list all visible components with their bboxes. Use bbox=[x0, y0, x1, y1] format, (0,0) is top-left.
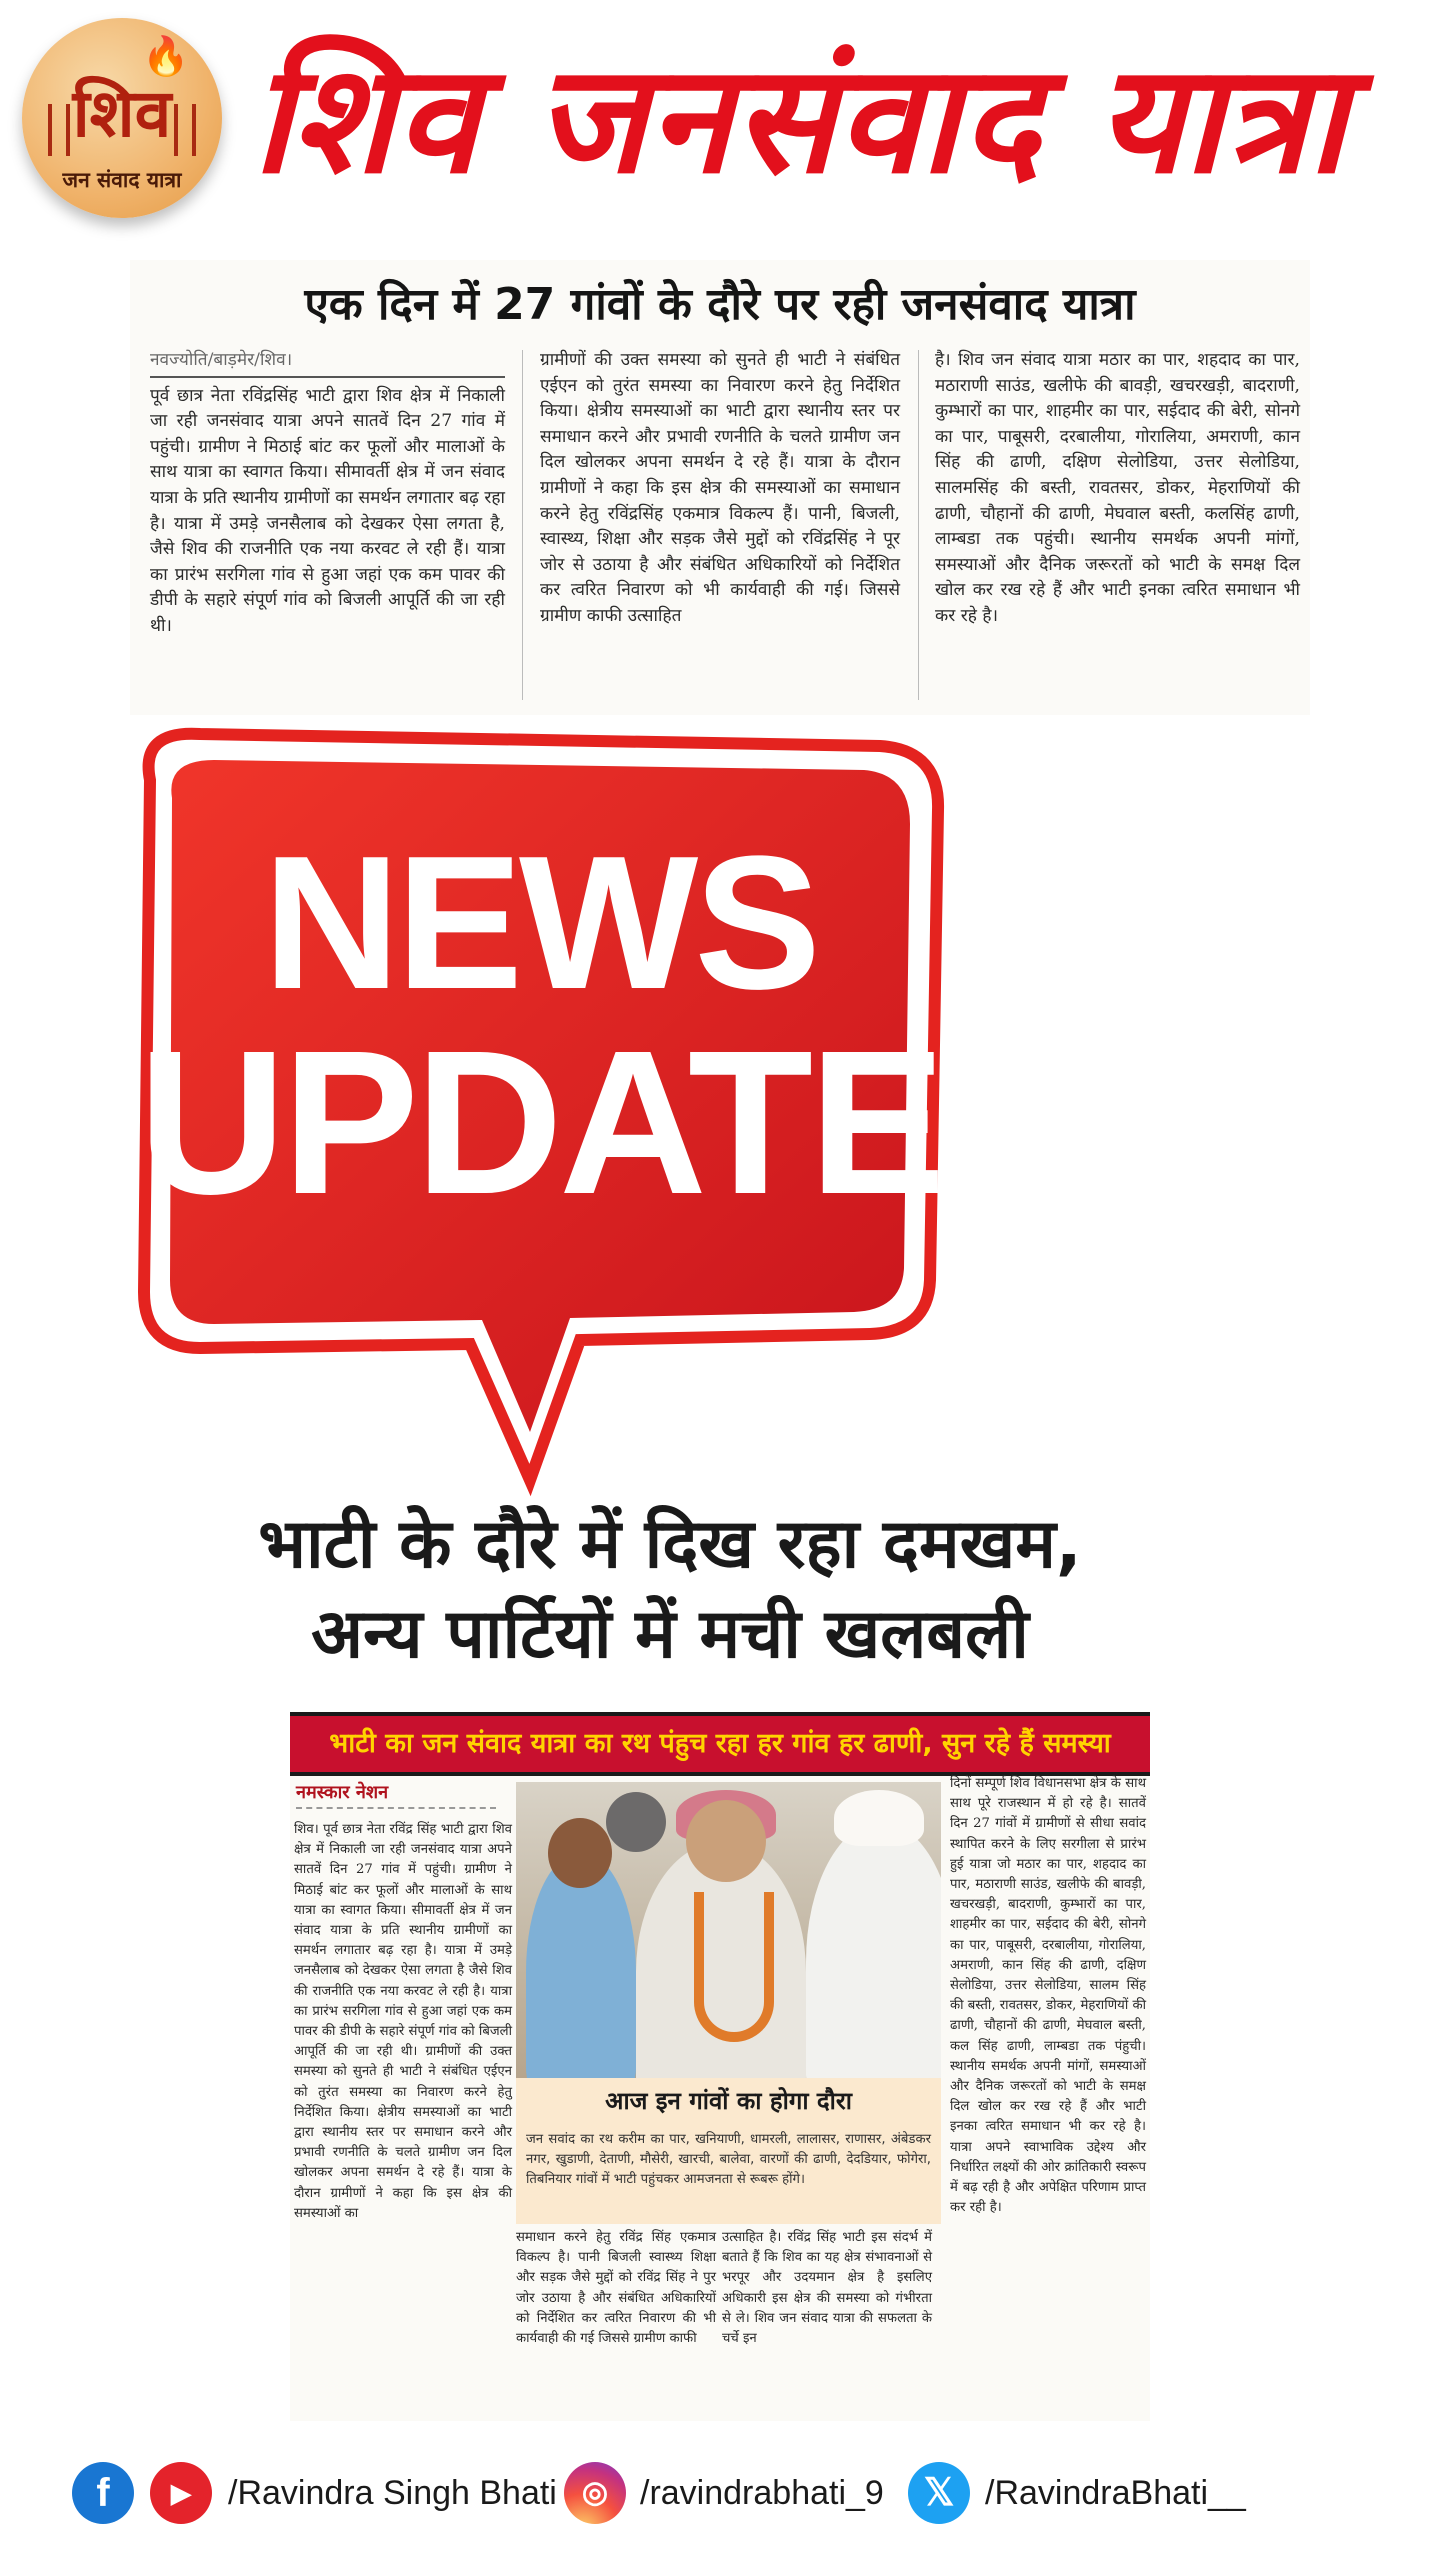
clipping-column: उत्साहित है। रविंद्र सिंह भाटी इस संदर्भ में बताते हैं कि शिव का यह क्षेत्र संभावनाओं से भरपूर और उदयमान क्षेत्र है इसलिए अधिकारी इस क्षेत्र की समस्या को गंभीरता से ले। शिव जन संवाद यात्रा की सफलता के चर्चे इन bbox=[722, 2230, 932, 2347]
shiv-logo bbox=[22, 18, 222, 218]
schedule-text: जन सवांद का रथ करीम का पार, खनियाणी, धामरली, लालासर, राणासर, अंबेडकर नगर, खुडाणी, देताणी, मौसेरी, खारची, बालेवा, वारणों की ढाणी, देदडियार, फोगेरा, तिबनियार गांवों में भाटी पहुंचकर आमजनता से रूबरू होंगे। bbox=[526, 2132, 931, 2187]
news-update-bubble bbox=[110, 720, 970, 1500]
instagram-handle[interactable]: /ravindrabhati_9 bbox=[640, 2474, 884, 2512]
rally-photo bbox=[516, 1782, 941, 2078]
clipping-column: शिव। पूर्व छात्र नेता रविंद्र सिंह भाटी द्वारा शिव क्षेत्र में निकाली जा रही जनसंवाद यात्रा अपने सातवें दिन 27 गांव में पहुंची। ग्रामीण ने मिठाई बांट कर फूलों और मालाओं के साथ यात्रा का स्वागत किया। सीमावर्ती क्षेत्र में जन संवाद यात्रा के प्रति स्थानीय ग्रामीणों का समर्थन लगातार बढ़ रहा है। यात्रा में उमड़े जनसैलाब को देखकर ऐसा लगता है जैसे शिव की राजनीति एक नया करवट ले रही है। यात्रा का प्रारंभ सरगिला गांव से हुआ जहां एक कम पावर की डीपी के सहारे संपूर्ण गांव को बिजली आपूर्ति की जा रही थी। ग्रामीणों की उक्त समस्या को सुनते ही भाटी ने संबंधित एईएन को तुरंत समस्या का निवारण करने हेतु निर्देशित किया। क्षेत्रीय समस्याओं का भाटी द्वारा स्थानीय स्तर पर समाधान करने और प्रभावी रणनीति के चलते ग्रामीण जन दिल खोलकर अपना समर्थन दे रहे हैं। यात्रा के दौरान ग्रामीणों ने कहा कि इस क्षेत्र की समस्याओं का bbox=[294, 1822, 512, 2221]
update-label: UPDATE bbox=[138, 1008, 942, 1237]
source-label: नमस्कार नेशन bbox=[296, 1780, 496, 1809]
page-title: शिव जनसंवाद यात्रा bbox=[252, 31, 1349, 207]
x-handle[interactable]: /RavindraBhati__ bbox=[985, 2474, 1246, 2512]
clipping2-banner bbox=[290, 1712, 1150, 1778]
clipping-column: है। शिव जन संवाद यात्रा मठार का पार, शहदाद का पार, मठाराणी साउंड, खलीफे की बावड़ी, खचरखड़ी, बादराणी, कुम्भारों का पार, शाहमीर का पार, सईदाद की बेरी, सोनगे का पार, पाबूसरी, दरबालीया, गोरालिया, अमराणी, कान सिंह की ढाणी, दक्षिण सेलोडिया, उत्तर सेलोडिया, सालमसिंह की बस्ती, रावतसर, डोकर, मेहराणियों की ढाणी, चौहानों की ढाणी, मेघवाल बस्ती, कलसिंह ढाणी, लाम्बडा तक पहुंची। स्थानीय समर्थक अपनी मांगों, समस्याओं और दैनिक जरूरतों को भाटी के समक्ष दिल खोल कर रख रहे हैं और भाटी इनका त्वरित समाधान भी कर रहे है। bbox=[935, 350, 1300, 626]
schedule-title: आज इन गांवों का होगा दौरा bbox=[605, 2087, 852, 2115]
clipping-column: दिनों सम्पूर्ण शिव विधानसभा क्षेत्र के साथ साथ पूरे राजस्थान में हो रहे है। सातवें दिन 27 गांवों में ग्रामीणों से सीधा सवांद स्थापित करने के लिए सरगीला से प्रारंभ हुई यात्रा जो मठार का पार, शहदाद का पार, मठाराणी साउंड, खलीफे की बावड़ी, खचरखड़ी, बादराणी, कुम्भारों का पार, शाहमीर का पार, सईदाद की बेरी, सोनगे का पार, पाबूसरी, दरबालीया, गोरालिया, अमराणी, कान सिंह की ढाणी, दक्षिण सेलोडिया, उत्तर सेलोडिया, सालम सिंह की बस्ती, रावतसर, डोकर, मेहराणियों की ढाणी, चौहानों की ढाणी, मेघवाल बस्ती, कल सिंह ढाणी, लाम्बडा तक पंहुची। स्थानीय समर्थक अपनी मांगों, समस्याओं और दैनिक जरूरतों को भाटी के समक्ष दिल खोल कर रख रहे हैं और भाटी इनका त्वरित समाधान भी कर रहे है। यात्रा अपने स्वाभाविक उद्देश्य और निर्धारित लक्ष्यों की ओर क्रांतिकारी स्वरूप में बढ़ रही है और अपेक्षित परिणाम प्राप्त कर रही है। bbox=[950, 1776, 1146, 2216]
garland bbox=[694, 1892, 774, 2042]
clipping2-headline-1: भाटी के दौरे में दिख रहा दमखम, bbox=[258, 1505, 1082, 1584]
banner-text: भाटी का जन संवाद यात्रा का रथ पंहुच रहा हर गांव हर ढाणी, सुन रहे हैं समस्या bbox=[329, 1728, 1111, 1759]
clipping2-headline-2: अन्य पार्टियों में मची खलबली bbox=[311, 1595, 1029, 1674]
logo-text: शिव bbox=[72, 74, 172, 152]
column-text: पूर्व छात्र नेता रविंद्रसिंह भाटी द्वारा शिव क्षेत्र में निकाली जा रही जनसंवाद यात्रा अपने सातवें दिन 27 गांव में पहुंची। ग्रामीण ने मिठाई बांट कर फूलों और मालाओं के साथ यात्रा का स्वागत किया। सीमावर्ती क्षेत्र में जन संवाद यात्रा के प्रति स्थानीय ग्रामीणों का समर्थन लगातार बढ़ रहा है। यात्रा में उमड़े जनसैलाब को देखकर ऐसा लगता है, जैसे शिव की राजनीति एक नया करवट ले रही हैं। यात्रा का प्रारंभ सरगिला गांव से हुआ जहां एक कम पावर की डीपी के सहारे संपूर्ण गांव को बिजली आपूर्ति की जा रही थी। bbox=[150, 385, 505, 636]
facebook-youtube-handle[interactable]: /Ravindra Singh Bhati bbox=[228, 2474, 557, 2512]
x-twitter-icon[interactable]: 𝕏 bbox=[908, 2462, 970, 2524]
clipping-headline: एक दिन में 27 गांवों के दौरे पर रही जनसंवाद यात्रा bbox=[304, 279, 1136, 330]
facebook-icon[interactable]: f bbox=[72, 2462, 134, 2524]
clipping-column: ग्रामीणों की उक्त समस्या को सुनते ही भाटी ने संबंधित एईएन को तुरंत समस्या का निवारण करने हेतु निर्देशित किया। क्षेत्रीय समस्याओं का भाटी द्वारा स्थानीय स्तर पर समाधान करने और प्रभावी रणनीति के चलते ग्रामीण जन दिल खोलकर अपना समर्थन दे रहे हैं। यात्रा के दौरान ग्रामीणों ने कहा कि इस क्षेत्र की समस्याओं का समाधान करने हेतु रविंद्रसिंह एकमात्र विकल्प हैं। पानी, बिजली, स्वास्थ्य, शिक्षा और सड़क जैसे मुद्दों को रविंद्रसिंह ने पूर जोर से उठाया है और संबंधित अधिकारियों को निर्देशित कर त्वरित निवारण को भी कार्यवाही की गई। जिससे ग्रामीण काफी उत्साहित bbox=[540, 350, 900, 626]
torch-icon: 🔥 bbox=[142, 34, 190, 78]
instagram-icon[interactable]: ◎ bbox=[564, 2462, 626, 2524]
column-divider bbox=[918, 350, 919, 700]
youtube-icon[interactable]: ▶ bbox=[150, 2462, 212, 2524]
news-label: NEWS bbox=[263, 817, 817, 1029]
dateline: नवज्योति/बाड़मेर/शिव। bbox=[150, 348, 505, 378]
newspaper-clipping-2 bbox=[290, 1776, 1150, 2421]
social-footer bbox=[0, 2440, 1440, 2560]
clipping-column bbox=[150, 348, 505, 640]
column-divider bbox=[522, 350, 523, 700]
logo-subtext: जन संवाद यात्रा bbox=[62, 168, 182, 192]
village-schedule-box bbox=[516, 2078, 941, 2224]
newspaper-clipping-1 bbox=[130, 260, 1310, 715]
person-figure bbox=[806, 1822, 941, 2078]
clipping-column: समाधान करने हेतु रविंद्र सिंह एकमात्र विकल्प है। पानी बिजली स्वास्थ्य शिक्षा और सड़क जैसे मुद्दों को रविंद्र सिंह ने पुर जोर उठाया है और संबंधित अधिकारियों को निर्देशित कर त्वरित निवारण की भी कार्यवाही की गई जिससे ग्रामीण काफी bbox=[516, 2230, 716, 2347]
